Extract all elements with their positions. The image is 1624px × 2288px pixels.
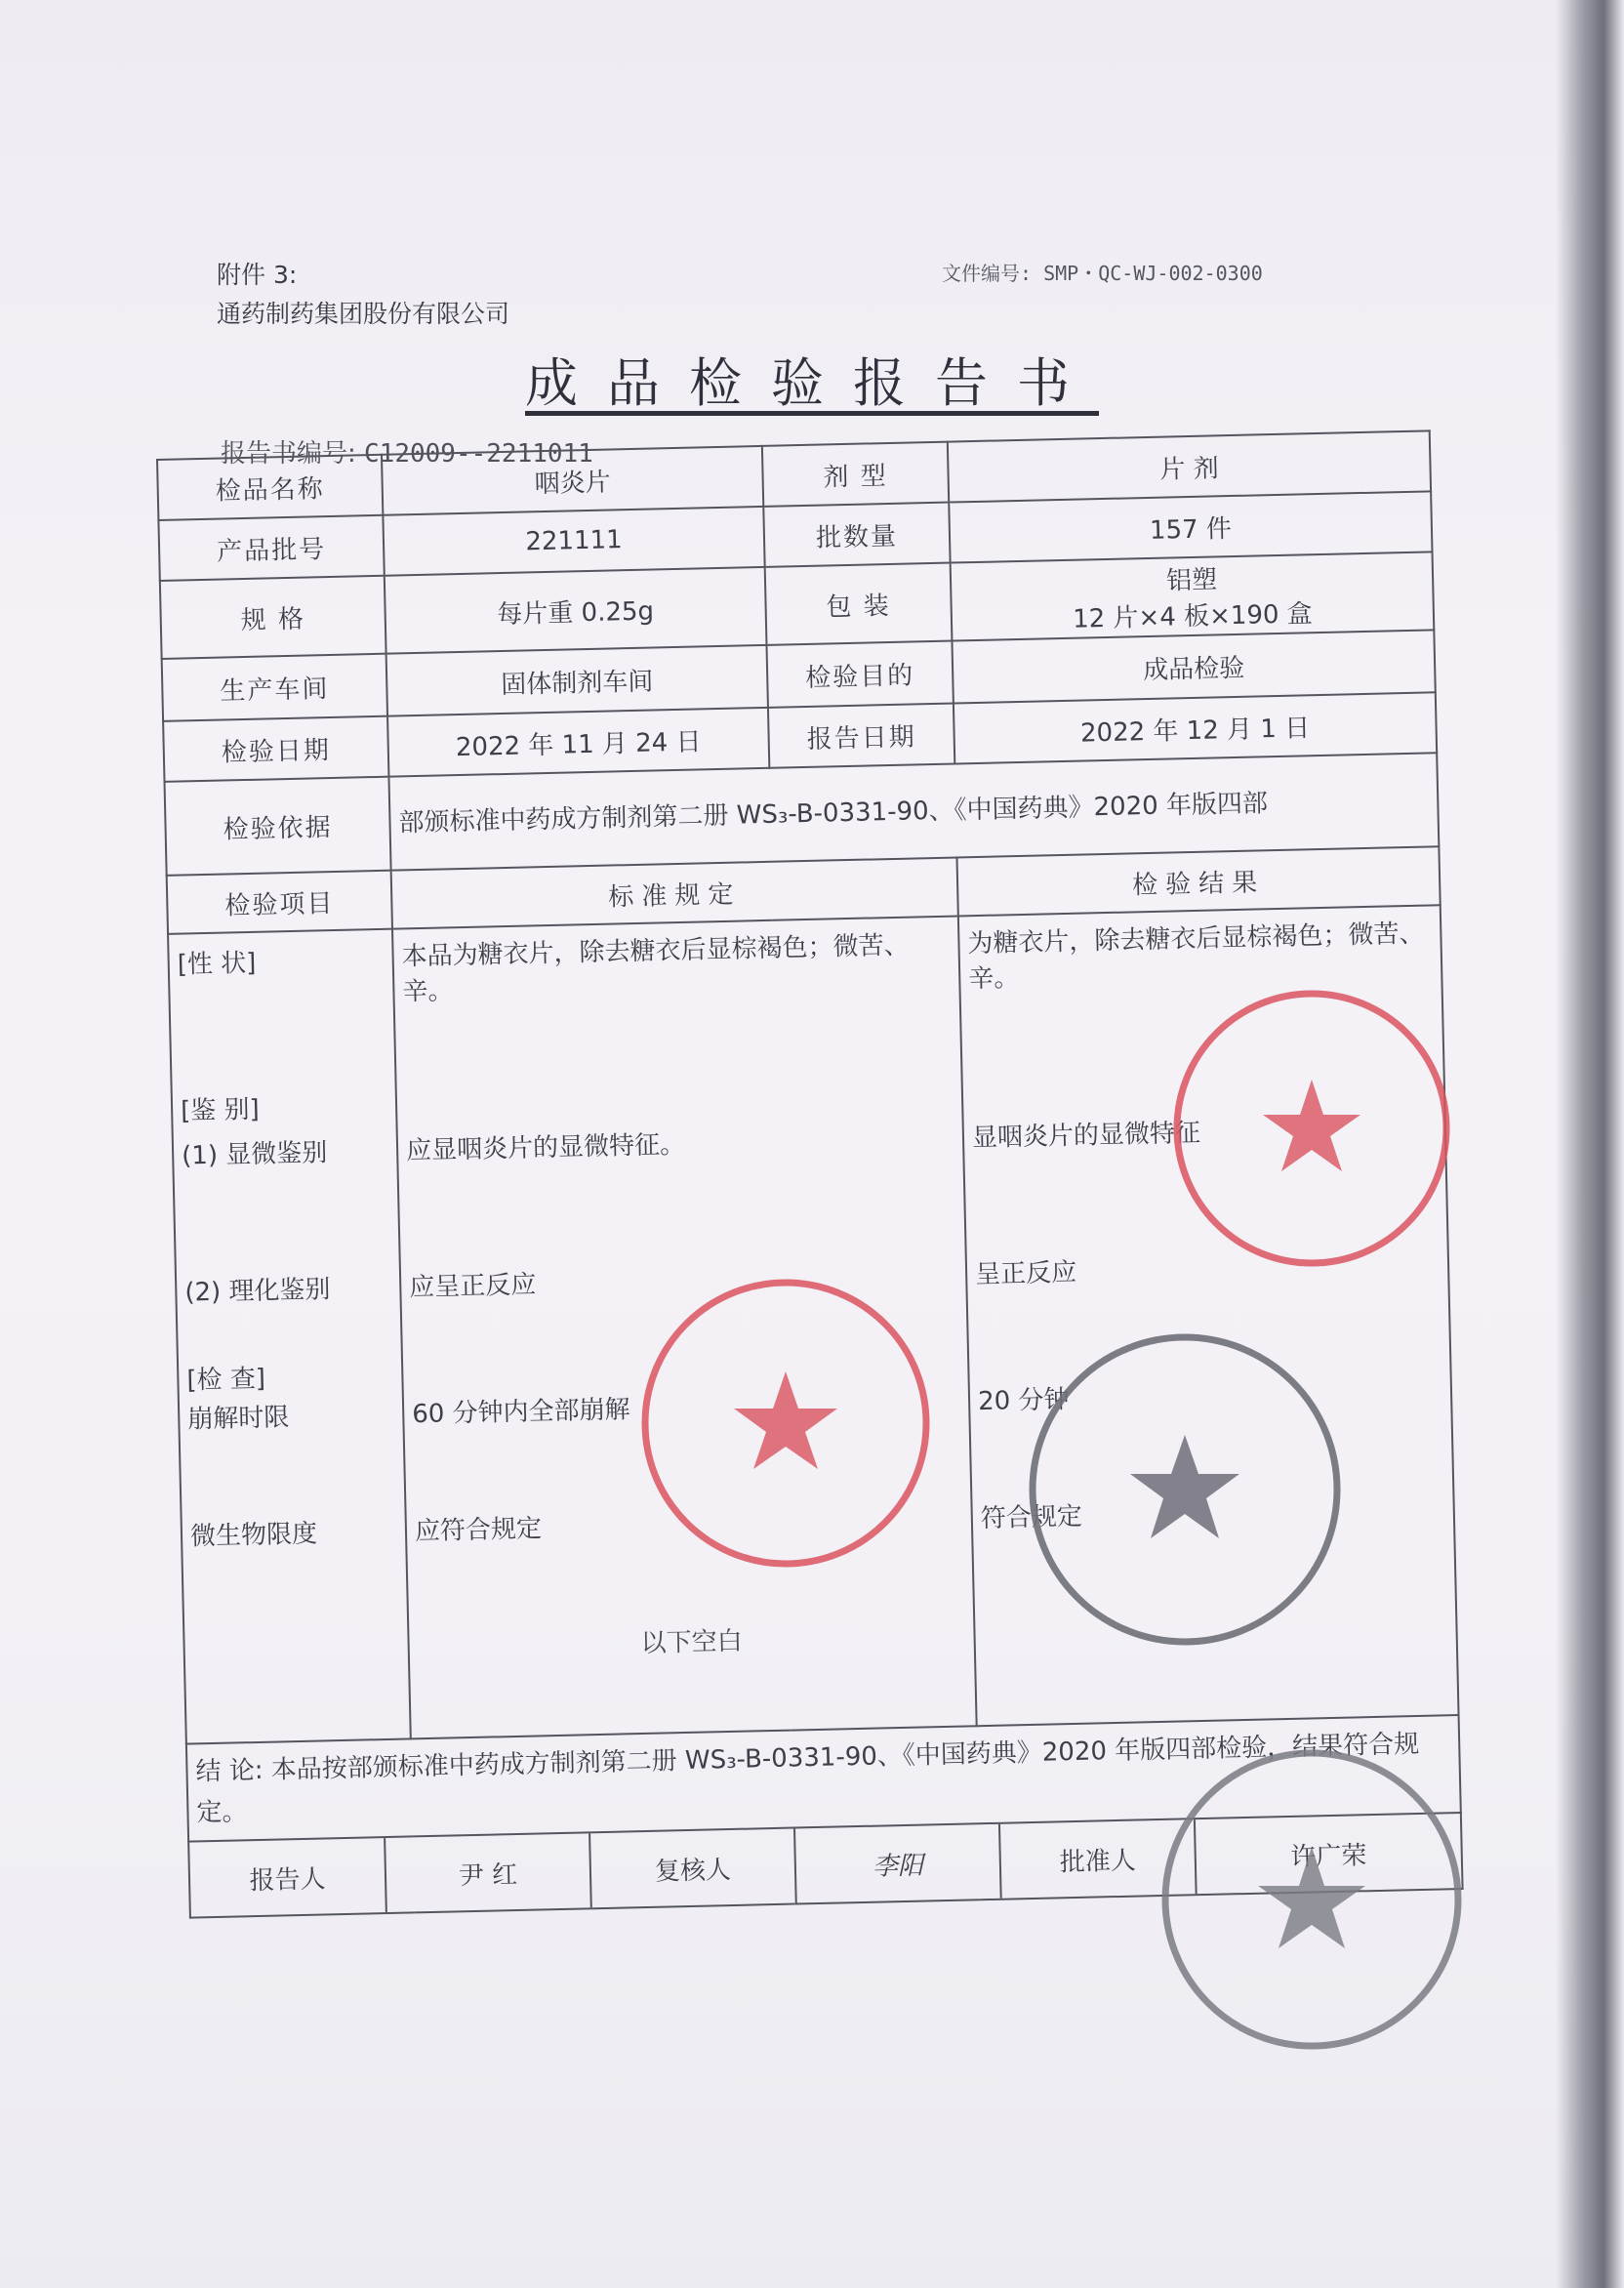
seal-ring-red — [636, 1274, 935, 1573]
seal-ring-gray — [1025, 1329, 1345, 1650]
spec: 每片重 0.25g — [385, 567, 767, 654]
character-standard: 本品为糖衣片，除去糖衣后显棕褐色；微苦、辛。 — [401, 930, 910, 1007]
spec-label: 规 格 — [160, 576, 386, 659]
document-number: 文件编号: SMP・QC-WJ-002-0300 — [942, 262, 1263, 285]
item-labels — [168, 929, 411, 1744]
reporter-label: 报告人 — [189, 1838, 386, 1917]
product-name: 咽炎片 — [382, 446, 763, 515]
column-standard: 标准规定 — [391, 857, 958, 928]
conclusion-label: 结 论: — [195, 1755, 264, 1787]
test-date-label: 检验日期 — [163, 716, 388, 782]
dosage-form-label: 剂 型 — [762, 442, 949, 507]
test-date: 2022 年 11 月 24 日 — [387, 708, 769, 777]
chem-result: 呈正反应 — [974, 1257, 1077, 1290]
product-name-label: 检品名称 — [157, 455, 383, 520]
header-left — [217, 256, 509, 334]
seal-ring-gray — [1157, 1745, 1466, 2054]
title-text: 成品检验报告书 — [525, 352, 1099, 414]
package-label: 包 装 — [765, 563, 953, 645]
identify-label: [鉴 别] — [180, 1094, 261, 1126]
disint-label: 崩解时限 — [187, 1403, 290, 1435]
micro-label: (1) 显微鉴别 — [181, 1138, 328, 1171]
microbe-standard: 应符合规定 — [414, 1514, 543, 1547]
batch-qty-label: 批数量 — [763, 503, 950, 567]
purpose: 成品检验 — [952, 630, 1435, 703]
report-number-label: 报告书编号: — [221, 439, 356, 469]
company-name: 通药制药集团股份有限公司 — [217, 300, 510, 328]
workshop: 固体制剂车间 — [386, 645, 768, 716]
package — [951, 552, 1435, 640]
chem-label: (2) 理化鉴别 — [184, 1275, 331, 1308]
basis: 部颁标准中药成方制剂第二册 WS₃-B-0331-90、《中国药典》2020 年版四部 — [388, 753, 1439, 870]
approver-signature: 许广荣 — [1195, 1814, 1462, 1894]
reviewer-signature: 李阳 — [794, 1824, 1001, 1903]
column-item: 检验项目 — [167, 871, 392, 934]
report-date-label: 报告日期 — [768, 704, 954, 768]
character-label: [性 状] — [177, 948, 257, 980]
package-line1: 铝塑 — [1165, 565, 1218, 596]
microbe-result: 符合规定 — [980, 1501, 1083, 1534]
batch-no-label: 产品批号 — [158, 515, 384, 581]
report-number-value: C12009--2211011 — [364, 439, 593, 469]
purpose-label: 检验目的 — [766, 641, 953, 708]
character-result: 为糖衣片，除去糖衣后显棕褐色；微苦、辛。 — [967, 919, 1425, 995]
disint-standard: 60 分钟内全部崩解 — [411, 1395, 630, 1430]
company-seal-kangrui — [636, 1274, 935, 1573]
seal-ring-red — [1169, 986, 1454, 1271]
company-seal-jiuding — [1169, 986, 1454, 1271]
check-label: [检 查] — [186, 1364, 266, 1396]
reporter-signature: 尹 红 — [385, 1833, 591, 1912]
chem-standard: 应呈正反应 — [408, 1270, 537, 1303]
micro-standard: 应显咽炎片的显微特征。 — [405, 1129, 686, 1166]
batch-qty: 157 件 — [949, 491, 1432, 562]
batch-no: 221111 — [383, 507, 764, 576]
report-date: 2022 年 12 月 1 日 — [954, 692, 1437, 763]
company-seal-tongyao — [1025, 1329, 1345, 1650]
approver-label: 批准人 — [999, 1819, 1197, 1899]
column-result: 检验结果 — [956, 846, 1440, 916]
disint-result: 20 分钟 — [977, 1385, 1070, 1417]
workshop-label: 生产车间 — [162, 654, 387, 721]
package-line2: 12 片×4 板×190 盒 — [1072, 599, 1314, 634]
conclusion-text: 本品按部颁标准中药成方制剂第二册 WS₃-B-0331-90、《中国药典》2020 年版四部检验，结果符合规定。 — [196, 1729, 1420, 1828]
micro-result: 显咽炎片的显微特征 — [971, 1118, 1201, 1154]
reviewer-label: 复核人 — [589, 1829, 796, 1908]
page-title — [0, 342, 1624, 417]
company-seal-yuankang — [1157, 1745, 1466, 2054]
blank-below-note: 以下空白 — [640, 1626, 743, 1659]
dosage-form: 片 剂 — [948, 430, 1431, 502]
attachment-label: 附件 3: — [217, 261, 298, 289]
microbe-label: 微生物限度 — [189, 1519, 318, 1552]
basis-label: 检验依据 — [165, 777, 391, 876]
